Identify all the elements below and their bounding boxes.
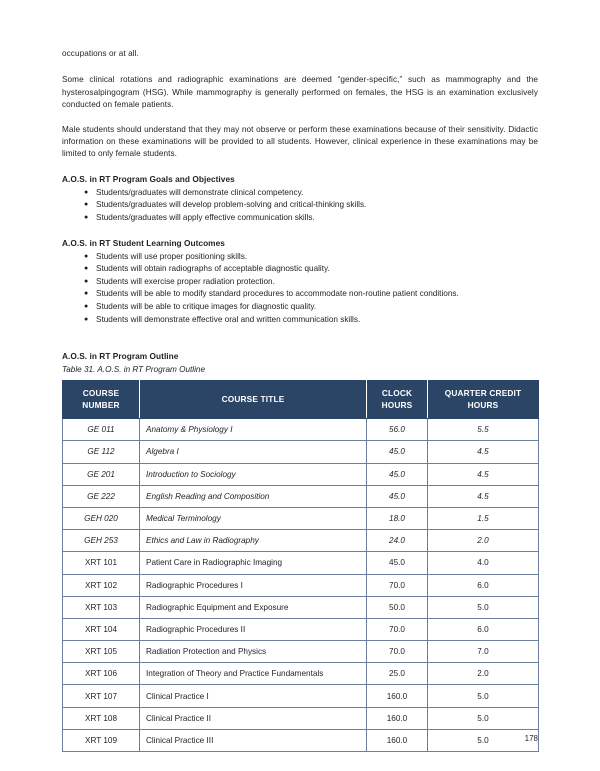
- cell-clock-hours: 50.0: [367, 596, 428, 618]
- list-item-label: Students will be able to critique images for diagnostic quality.: [96, 302, 317, 311]
- list-item-label: Students will use proper positioning skills.: [96, 251, 248, 261]
- table-header-row: [63, 381, 539, 419]
- cell-clock-hours: 25.0: [367, 663, 428, 685]
- bullet-icon: ●: [84, 252, 89, 260]
- cell-credit-hours: 4.5: [428, 463, 539, 485]
- cell-course-title: Introduction to Sociology: [140, 463, 367, 485]
- cell-course-number: XRT 108: [63, 707, 140, 729]
- column-header-course-number: [63, 381, 140, 419]
- table-row: [63, 641, 539, 663]
- cell-course-title: Clinical Practice III: [140, 729, 367, 751]
- cell-course-number: XRT 101: [63, 552, 140, 574]
- cell-credit-hours: 4.5: [428, 441, 539, 463]
- cell-course-title: Clinical Practice I: [140, 685, 367, 707]
- list-item-label: Students/graduates will apply effective communication skills.: [96, 213, 315, 223]
- cell-clock-hours: 45.0: [367, 485, 428, 507]
- cell-course-title: Radiation Protection and Physics: [140, 641, 367, 663]
- cell-course-title: Radiographic Equipment and Exposure: [140, 596, 367, 618]
- cell-course-number: GEH 020: [63, 507, 140, 529]
- cell-course-number: XRT 102: [63, 574, 140, 596]
- cell-course-title: Medical Terminology: [140, 507, 367, 529]
- list-item: [62, 187, 538, 200]
- bullet-icon: ●: [84, 303, 89, 310]
- paragraph-continuation: occupations or at all.: [62, 49, 139, 58]
- list-item-label: Students will demonstrate effective oral and written communication skills.: [96, 314, 361, 324]
- bullet-icon: ●: [84, 201, 89, 209]
- list-program-goals: [62, 187, 538, 225]
- cell-credit-hours: 5.5: [428, 419, 539, 441]
- cell-credit-hours: 7.0: [428, 641, 539, 663]
- cell-course-number: XRT 107: [63, 685, 140, 707]
- bullet-icon: ●: [84, 214, 89, 222]
- table-body: [63, 419, 539, 752]
- cell-credit-hours: 1.5: [428, 507, 539, 529]
- cell-clock-hours: 160.0: [367, 729, 428, 751]
- cell-course-title: Anatomy & Physiology I: [140, 419, 367, 441]
- table-row: [63, 463, 539, 485]
- list-item-label: Students/graduates will demonstrate clinical competency.: [96, 187, 304, 197]
- cell-clock-hours: 56.0: [367, 419, 428, 441]
- list-item: [62, 251, 538, 264]
- program-outline-table: [62, 380, 539, 752]
- list-item: [62, 288, 538, 301]
- cell-clock-hours: 45.0: [367, 552, 428, 574]
- column-header-line: COURSE TITLE: [221, 393, 285, 404]
- cell-clock-hours: 70.0: [367, 641, 428, 663]
- cell-credit-hours: 5.0: [428, 596, 539, 618]
- column-header-quarter-credit-hours: [428, 381, 539, 419]
- cell-course-title: English Reading and Composition: [140, 485, 367, 507]
- column-header-clock-hours: [367, 381, 428, 419]
- bullet-icon: ●: [84, 290, 89, 298]
- list-item-label: Students will exercise proper radiation protection.: [96, 276, 275, 286]
- cell-course-number: GE 112: [63, 441, 140, 463]
- cell-course-number: XRT 104: [63, 618, 140, 640]
- table-caption: Table 31. A.O.S. in RT Program Outline: [62, 365, 206, 375]
- column-header-line: QUARTER CREDIT: [444, 388, 522, 399]
- cell-credit-hours: 6.0: [428, 574, 539, 596]
- cell-credit-hours: 4.0: [428, 552, 539, 574]
- cell-clock-hours: 70.0: [367, 618, 428, 640]
- table-row: [63, 552, 539, 574]
- table-row: [63, 485, 539, 507]
- cell-clock-hours: 45.0: [367, 463, 428, 485]
- cell-credit-hours: 4.5: [428, 485, 539, 507]
- cell-course-title: Ethics and Law in Radiography: [140, 530, 367, 552]
- list-item: [62, 301, 538, 314]
- cell-clock-hours: 70.0: [367, 574, 428, 596]
- heading-student-learning-outcomes: A.O.S. in RT Student Learning Outcomes: [62, 237, 225, 248]
- cell-clock-hours: 18.0: [367, 507, 428, 529]
- table-row: [63, 596, 539, 618]
- paragraph-gender-specific-exams: Some clinical rotations and radiographic examinations are deemed “gender-specific,” such as mammography and the hysterosalpingogram (HSG). While mammography is generally performed on females, the HSG is an examination exclusively conducted on female patients.: [62, 75, 538, 110]
- list-item: [62, 212, 538, 225]
- list-item-label: Students will be able to modify standard procedures to accommodate non-routine patient conditions.: [96, 289, 459, 299]
- table-row: [63, 574, 539, 596]
- list-item: [62, 199, 538, 212]
- cell-credit-hours: 6.0: [428, 618, 539, 640]
- cell-clock-hours: 160.0: [367, 707, 428, 729]
- list-item: [62, 314, 538, 327]
- cell-credit-hours: 2.0: [428, 530, 539, 552]
- cell-course-title: Patient Care in Radiographic Imaging: [140, 552, 367, 574]
- list-item: [62, 263, 538, 276]
- paragraph-male-students: Male students should understand that they may not observe or perform these examinations because of their sensitivity. Didactic information on these examinations will be provided to all students. However, clinical experience in these examinations may be limited to only female students.: [62, 124, 538, 159]
- column-header-course-title: [140, 381, 367, 419]
- table-row: [63, 707, 539, 729]
- cell-course-number: XRT 109: [63, 729, 140, 751]
- cell-clock-hours: 24.0: [367, 530, 428, 552]
- cell-credit-hours: 5.0: [428, 685, 539, 707]
- column-header-line: HOURS: [381, 399, 413, 410]
- list-item-label: Students will obtain radiographs of acceptable diagnostic quality.: [96, 264, 330, 274]
- list-student-learning-outcomes: [62, 251, 538, 327]
- cell-course-number: XRT 105: [63, 641, 140, 663]
- cell-course-title: Clinical Practice II: [140, 707, 367, 729]
- table-header: [63, 381, 539, 419]
- spacer: [62, 338, 538, 344]
- bullet-icon: ●: [84, 315, 89, 323]
- bullet-icon: ●: [84, 188, 89, 196]
- column-header-line: HOURS: [467, 399, 499, 410]
- cell-course-number: GEH 253: [63, 530, 140, 552]
- cell-course-title: Radiographic Procedures II: [140, 618, 367, 640]
- bullet-icon: ●: [84, 265, 89, 273]
- page-number: 178: [524, 734, 538, 743]
- cell-credit-hours: 2.0: [428, 663, 539, 685]
- cell-course-number: XRT 106: [63, 663, 140, 685]
- table-row: [63, 530, 539, 552]
- table-row: [63, 729, 539, 751]
- cell-course-title: Radiographic Procedures I: [140, 574, 367, 596]
- column-header-line: CLOCK: [381, 388, 413, 399]
- bullet-icon: ●: [84, 277, 89, 285]
- cell-clock-hours: 45.0: [367, 441, 428, 463]
- cell-credit-hours: 5.0: [428, 707, 539, 729]
- cell-course-title: Algebra I: [140, 441, 367, 463]
- cell-course-title: Integration of Theory and Practice Fundamentals: [140, 663, 367, 685]
- table-row: [63, 441, 539, 463]
- table-row: [63, 507, 539, 529]
- column-header-line: NUMBER: [82, 399, 120, 410]
- cell-credit-hours: 5.0: [428, 729, 539, 751]
- table-row: [63, 663, 539, 685]
- table-row: [63, 618, 539, 640]
- column-header-line: COURSE: [82, 388, 120, 399]
- table-row: [63, 685, 539, 707]
- list-item-label: Students/graduates will develop problem-solving and critical-thinking skills.: [96, 200, 367, 210]
- page-content: [62, 48, 538, 752]
- heading-program-outline: A.O.S. in RT Program Outline: [62, 351, 179, 362]
- cell-course-number: GE 222: [63, 485, 140, 507]
- table-row: [63, 419, 539, 441]
- list-item: [62, 276, 538, 289]
- cell-course-number: XRT 103: [63, 596, 140, 618]
- heading-program-goals: A.O.S. in RT Program Goals and Objectives: [62, 173, 235, 184]
- cell-course-number: GE 201: [63, 463, 140, 485]
- cell-course-number: GE 011: [63, 419, 140, 441]
- cell-clock-hours: 160.0: [367, 685, 428, 707]
